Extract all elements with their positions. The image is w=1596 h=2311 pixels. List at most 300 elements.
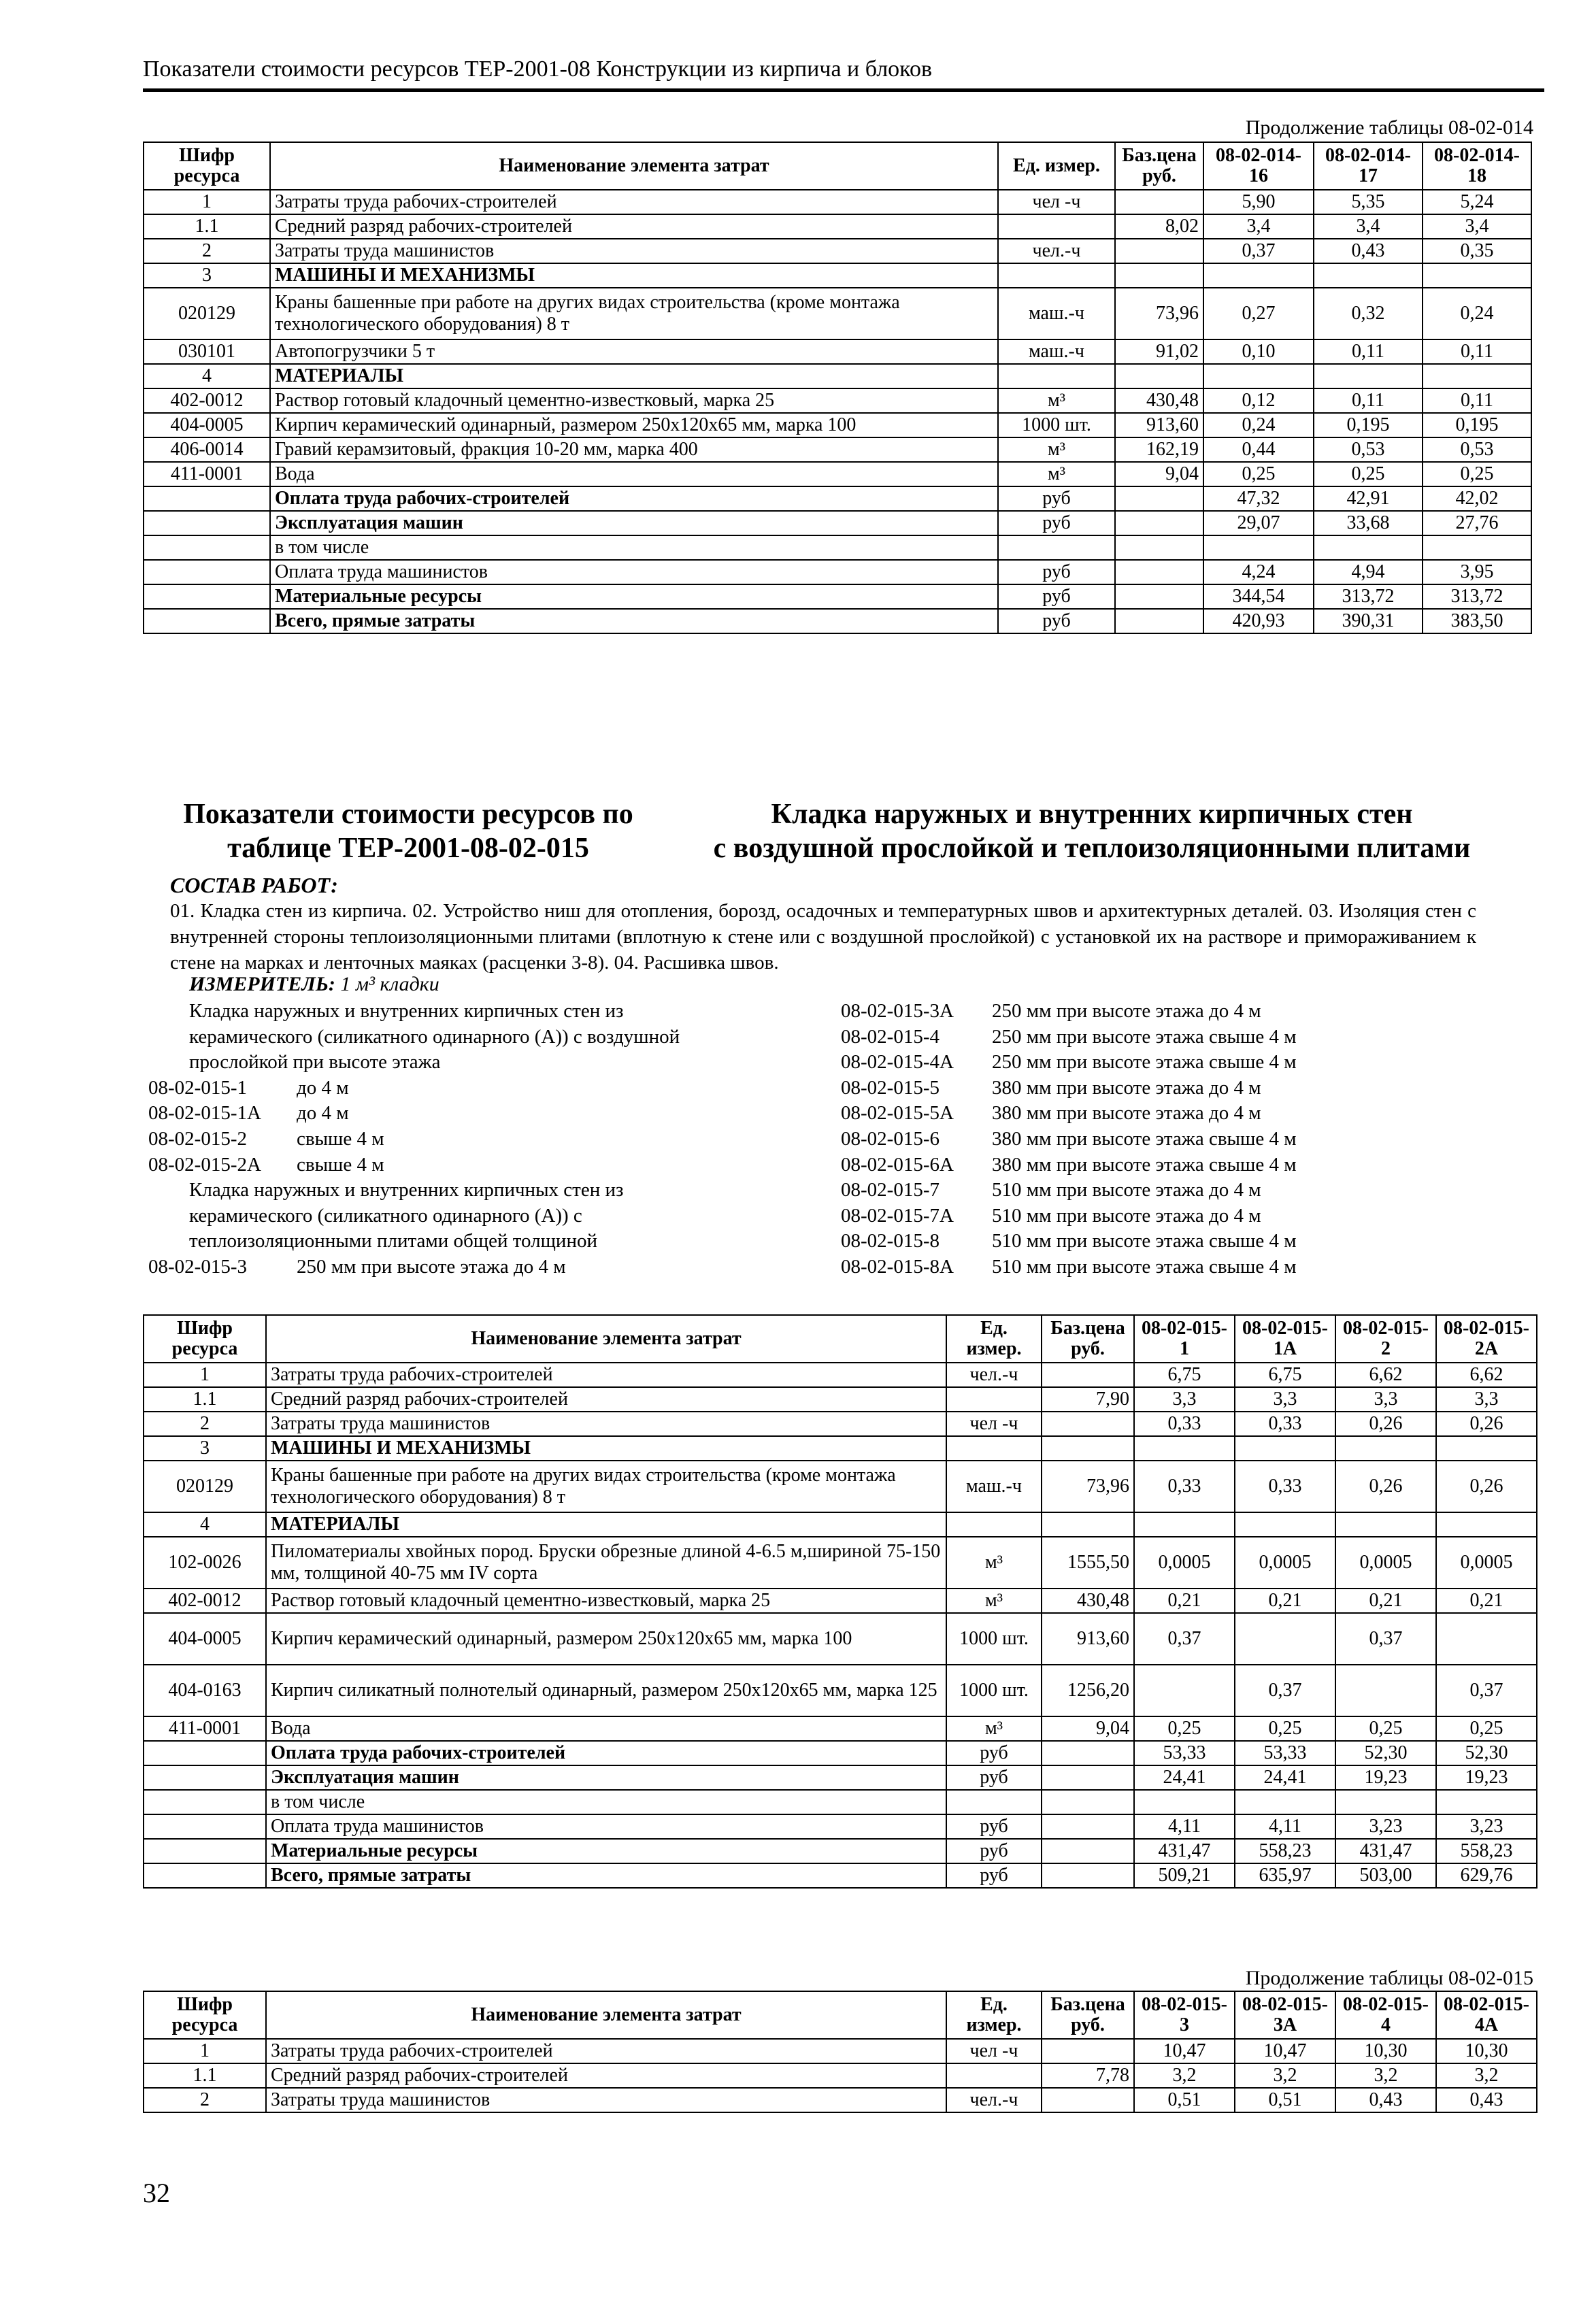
unit-cell: 1000 шт. [946, 1665, 1042, 1716]
resource-code-cell: 1.1 [144, 214, 270, 239]
cost-element-cell: Раствор готовый кладочный цементно-известковый, марка 25 [270, 388, 998, 413]
cost-element-cell: Средний разряд рабочих-строителей [266, 2063, 946, 2088]
rate-value-cell: 390,31 [1314, 609, 1423, 633]
resource-code-cell: 404-0163 [144, 1665, 266, 1716]
resource-code-cell [144, 584, 270, 609]
cost-element-cell: Раствор готовый кладочный цементно-известковый, марка 25 [266, 1589, 946, 1613]
rate-value-cell: 0,43 [1314, 239, 1423, 263]
rate-value-cell: 0,37 [1203, 239, 1314, 263]
rate-value-cell: 3,3 [1134, 1387, 1235, 1412]
rate-value-cell: 3,95 [1423, 560, 1531, 584]
rate-code-row [841, 1025, 1521, 1050]
table-row [144, 1665, 1537, 1716]
rate-code-desc: до 4 м [297, 1076, 349, 1099]
rate-value-cell: 0,51 [1235, 2088, 1335, 2112]
resource-code-cell [144, 1765, 266, 1790]
resource-code-cell [144, 1839, 266, 1863]
table-row [144, 2063, 1537, 2088]
unit-cell: м³ [946, 1537, 1042, 1589]
rate-value-cell: 0,11 [1314, 339, 1423, 364]
resource-code-cell: 402-0012 [144, 388, 270, 413]
rate-value-cell [1314, 535, 1423, 560]
rate-value-cell: 0,26 [1335, 1412, 1436, 1436]
resource-code-cell: 1 [144, 190, 270, 214]
table-row [144, 511, 1531, 535]
rate-value-cell: 24,41 [1134, 1765, 1235, 1790]
rate-code-desc: 510 мм при высоте этажа свыше 4 м [992, 1255, 1297, 1278]
rate-value-cell: 0,25 [1423, 462, 1531, 486]
resource-code-cell: 2 [144, 1412, 266, 1436]
base-price-cell [1115, 190, 1203, 214]
resource-code-cell [144, 511, 270, 535]
rate-value-cell: 0,32 [1314, 288, 1423, 339]
base-price-cell [1042, 1814, 1134, 1839]
rate-value-cell: 3,3 [1235, 1387, 1335, 1412]
rate-value-cell: 0,10 [1203, 339, 1314, 364]
resource-code-cell [144, 1863, 266, 1888]
rate-value-cell: 0,195 [1423, 413, 1531, 437]
unit-cell: маш.-ч [998, 339, 1115, 364]
rate-value-cell: 0,21 [1235, 1589, 1335, 1613]
base-price-cell: 1555,50 [1042, 1537, 1134, 1589]
section-title-right-line1: Кладка наружных и внутренних кирпичных стен [771, 799, 1413, 830]
cost-element-cell: Затраты труда машинистов [266, 1412, 946, 1436]
unit-cell: чел.-ч [946, 2088, 1042, 2112]
rate-code-row [841, 1076, 1521, 1101]
unit-cell: руб [998, 511, 1115, 535]
resource-code-cell: 4 [144, 1512, 266, 1537]
measure-unit [189, 973, 439, 996]
column-header: 08-02-015-3 [1134, 1991, 1235, 2039]
rate-value-cell: 0,44 [1203, 437, 1314, 462]
column-header: Баз.цена руб. [1115, 142, 1203, 190]
rate-value-cell: 558,23 [1235, 1839, 1335, 1863]
table-row [144, 560, 1531, 584]
table-row [144, 263, 1531, 288]
table-row [144, 339, 1531, 364]
base-price-cell [1042, 1512, 1134, 1537]
cost-element-cell: в том числе [266, 1790, 946, 1814]
rate-value-cell: 0,37 [1335, 1613, 1436, 1665]
unit-cell: руб [998, 609, 1115, 633]
rate-value-cell [1134, 1665, 1235, 1716]
unit-cell: м³ [998, 437, 1115, 462]
column-header: 08-02-015-1А [1235, 1315, 1335, 1363]
table-row [144, 1613, 1537, 1665]
rate-value-cell: 0,25 [1235, 1716, 1335, 1741]
base-price-cell: 1256,20 [1042, 1665, 1134, 1716]
table-row [144, 190, 1531, 214]
resource-code-cell: 4 [144, 364, 270, 388]
table-row [144, 1363, 1537, 1387]
rate-value-cell: 3,3 [1335, 1387, 1436, 1412]
rate-value-cell: 52,30 [1436, 1741, 1537, 1765]
rate-code: 08-02-015-5А [841, 1102, 954, 1125]
column-header: Ед. измер. [998, 142, 1115, 190]
rate-code: 08-02-015-4А [841, 1051, 954, 1074]
column-header: Шифр ресурса [144, 142, 270, 190]
resource-code-cell [144, 1814, 266, 1839]
rate-code-desc: свыше 4 м [297, 1153, 384, 1176]
rate-value-cell: 0,0005 [1335, 1537, 1436, 1589]
column-header: 08-02-014-18 [1423, 142, 1531, 190]
cost-table-08-02-015-part2 [143, 1991, 1537, 2113]
cost-element-cell: Затраты труда рабочих-строителей [270, 190, 998, 214]
rate-value-cell: 0,25 [1436, 1716, 1537, 1741]
rate-code-row [841, 1254, 1521, 1280]
resource-code-cell: 3 [144, 1436, 266, 1461]
base-price-cell [1042, 1436, 1134, 1461]
rate-value-cell [1436, 1613, 1537, 1665]
rate-value-cell: 3,2 [1335, 2063, 1436, 2088]
base-price-cell [1115, 263, 1203, 288]
rate-code: 08-02-015-1 [148, 1076, 247, 1099]
cost-element-cell: Кирпич силикатный полнотелый одинарный, размером 250х120х65 мм, марка 125 [266, 1665, 946, 1716]
base-price-cell [1042, 2039, 1134, 2063]
table-header-row [144, 1991, 1537, 2039]
cost-element-cell: Оплата труда машинистов [266, 1814, 946, 1839]
base-price-cell [1115, 609, 1203, 633]
rate-value-cell: 4,94 [1314, 560, 1423, 584]
rate-value-cell [1436, 1512, 1537, 1537]
unit-cell: руб [946, 1741, 1042, 1765]
base-price-cell: 430,48 [1042, 1589, 1134, 1613]
table-row [144, 1863, 1537, 1888]
table-row [144, 364, 1531, 388]
rate-code-desc: 510 мм при высоте этажа до 4 м [992, 1179, 1261, 1201]
rate-value-cell: 3,3 [1436, 1387, 1537, 1412]
unit-cell [946, 1790, 1042, 1814]
resource-code-cell: 402-0012 [144, 1589, 266, 1613]
rate-value-cell: 0,11 [1423, 388, 1531, 413]
rate-value-cell: 0,25 [1203, 462, 1314, 486]
unit-cell [946, 1512, 1042, 1537]
rate-value-cell [1423, 535, 1531, 560]
resource-code-cell [144, 609, 270, 633]
table-row [144, 1387, 1537, 1412]
base-price-cell [1042, 1412, 1134, 1436]
rate-value-cell: 0,11 [1314, 388, 1423, 413]
cost-element-cell: Пиломатериалы хвойных пород. Бруски обрезные длиной 4-6.5 м,шириной 75-150 мм, толщиной 40-75 мм IV сорта [266, 1537, 946, 1589]
base-price-cell [1115, 535, 1203, 560]
rate-code-row [148, 1101, 761, 1127]
rate-value-cell: 10,47 [1134, 2039, 1235, 2063]
column-header: 08-02-015-1 [1134, 1315, 1235, 1363]
rate-code-row [841, 1127, 1521, 1152]
table1-caption: Продолжение таблицы 08-02-014 [1245, 116, 1533, 139]
unit-cell: руб [998, 584, 1115, 609]
table-row [144, 535, 1531, 560]
unit-cell: чел -ч [998, 190, 1115, 214]
base-price-cell [1042, 1839, 1134, 1863]
column-header: Шифр ресурса [144, 1315, 266, 1363]
unit-cell: руб [946, 1765, 1042, 1790]
rate-value-cell: 0,33 [1134, 1412, 1235, 1436]
cost-element-cell: Материальные ресурсы [270, 584, 998, 609]
table-header-row [144, 1315, 1537, 1363]
rate-value-cell [1134, 1790, 1235, 1814]
rate-group-description: Кладка наружных и внутренних кирпичных стен из керамического (силикатного одинарного (А)) с теплоизоляционными плитами общей толщиной [189, 1179, 624, 1252]
rate-value-cell: 6,75 [1134, 1363, 1235, 1387]
rate-code-desc: 250 мм при высоте этажа до 4 м [297, 1255, 566, 1278]
rate-value-cell [1235, 1613, 1335, 1665]
unit-cell [946, 1436, 1042, 1461]
rate-value-cell: 0,11 [1423, 339, 1531, 364]
rate-code-desc: 510 мм при высоте этажа свыше 4 м [992, 1230, 1297, 1252]
base-price-cell: 162,19 [1115, 437, 1203, 462]
rate-value-cell: 3,2 [1436, 2063, 1537, 2088]
column-header: Шифр ресурса [144, 1991, 266, 2039]
rate-value-cell: 0,25 [1134, 1716, 1235, 1741]
rate-value-cell [1335, 1512, 1436, 1537]
rate-code: 08-02-015-8А [841, 1255, 954, 1278]
rate-value-cell: 0,0005 [1134, 1537, 1235, 1589]
rate-value-cell: 6,62 [1436, 1363, 1537, 1387]
rate-value-cell: 0,25 [1314, 462, 1423, 486]
unit-cell [998, 214, 1115, 239]
rate-value-cell: 53,33 [1235, 1741, 1335, 1765]
table-row [144, 1412, 1537, 1436]
section-title-right [708, 797, 1476, 865]
table-row [144, 584, 1531, 609]
base-price-cell [1042, 1765, 1134, 1790]
resource-code-cell [144, 535, 270, 560]
rate-value-cell: 0,195 [1314, 413, 1423, 437]
rate-value-cell [1203, 263, 1314, 288]
rate-value-cell: 3,23 [1436, 1814, 1537, 1839]
rate-value-cell [1235, 1790, 1335, 1814]
table-row [144, 437, 1531, 462]
table-row [144, 1765, 1537, 1790]
rate-value-cell [1314, 364, 1423, 388]
unit-cell [946, 2063, 1042, 2088]
column-header: 08-02-015-3А [1235, 1991, 1335, 2039]
section-title-left-line1: Показатели стоимости ресурсов по [183, 799, 633, 830]
rate-value-cell: 52,30 [1335, 1741, 1436, 1765]
rate-value-cell [1423, 364, 1531, 388]
base-price-cell [1115, 239, 1203, 263]
unit-cell [998, 263, 1115, 288]
rate-code: 08-02-015-6А [841, 1153, 954, 1176]
rate-value-cell: 6,62 [1335, 1363, 1436, 1387]
rate-value-cell: 629,76 [1436, 1863, 1537, 1888]
rate-value-cell: 0,33 [1235, 1412, 1335, 1436]
resource-code-cell: 1 [144, 1363, 266, 1387]
unit-cell: руб [946, 1839, 1042, 1863]
rate-value-cell [1235, 1436, 1335, 1461]
table-row [144, 239, 1531, 263]
rate-code-row [841, 1050, 1521, 1076]
rate-code: 08-02-015-2 [148, 1127, 247, 1150]
resource-code-cell: 1 [144, 2039, 266, 2063]
section-title-left [156, 797, 660, 865]
cost-element-cell: Краны башенные при работе на других видах строительства (кроме монтажа технологического оборудования) 8 т [266, 1461, 946, 1512]
rate-value-cell: 420,93 [1203, 609, 1314, 633]
rate-value-cell: 503,00 [1335, 1863, 1436, 1888]
rate-value-cell: 3,2 [1134, 2063, 1235, 2088]
rate-code-desc: свыше 4 м [297, 1127, 384, 1150]
cost-element-cell: МАТЕРИАЛЫ [266, 1512, 946, 1537]
unit-cell: м³ [998, 462, 1115, 486]
table3-caption: Продолжение таблицы 08-02-015 [1245, 1967, 1533, 1989]
rate-value-cell: 3,23 [1335, 1814, 1436, 1839]
resource-code-cell: 030101 [144, 339, 270, 364]
table-row [144, 214, 1531, 239]
rate-value-cell: 0,24 [1423, 288, 1531, 339]
rate-value-cell [1436, 1436, 1537, 1461]
column-header: 08-02-015-2А [1436, 1315, 1537, 1363]
rate-value-cell: 29,07 [1203, 511, 1314, 535]
rate-value-cell: 0,26 [1335, 1461, 1436, 1512]
rate-value-cell: 431,47 [1335, 1839, 1436, 1863]
column-header: 08-02-015-4 [1335, 1991, 1436, 2039]
rate-code-desc: 510 мм при высоте этажа до 4 м [992, 1204, 1261, 1227]
base-price-cell: 91,02 [1115, 339, 1203, 364]
rate-value-cell: 42,02 [1423, 486, 1531, 511]
rate-value-cell: 0,35 [1423, 239, 1531, 263]
column-header: 08-02-015-4А [1436, 1991, 1537, 2039]
cost-element-cell: Средний разряд рабочих-строителей [266, 1387, 946, 1412]
page-number: 32 [143, 2178, 170, 2208]
rate-value-cell: 313,72 [1423, 584, 1531, 609]
rate-value-cell: 0,21 [1335, 1589, 1436, 1613]
rate-value-cell [1335, 1436, 1436, 1461]
unit-cell: руб [946, 1863, 1042, 1888]
rate-value-cell: 19,23 [1335, 1765, 1436, 1790]
unit-cell [998, 535, 1115, 560]
base-price-cell: 430,48 [1115, 388, 1203, 413]
unit-cell: чел.-ч [946, 1363, 1042, 1387]
resource-code-cell [144, 1790, 266, 1814]
rate-value-cell: 0,27 [1203, 288, 1314, 339]
rate-code-desc: до 4 м [297, 1102, 349, 1125]
rate-value-cell: 509,21 [1134, 1863, 1235, 1888]
rate-value-cell: 0,0005 [1235, 1537, 1335, 1589]
resource-code-cell: 102-0026 [144, 1537, 266, 1589]
resource-code-cell: 2 [144, 239, 270, 263]
cost-table-08-02-014 [143, 142, 1532, 634]
rate-value-cell [1134, 1436, 1235, 1461]
rate-value-cell: 4,24 [1203, 560, 1314, 584]
resource-code-cell: 1.1 [144, 2063, 266, 2088]
unit-cell: руб [946, 1814, 1042, 1839]
rate-value-cell [1235, 1512, 1335, 1537]
rate-value-cell: 5,24 [1423, 190, 1531, 214]
unit-cell: чел -ч [946, 2039, 1042, 2063]
rate-code: 08-02-015-3 [148, 1255, 247, 1278]
rate-code-row [841, 999, 1521, 1025]
table-row [144, 2039, 1537, 2063]
rate-value-cell: 313,72 [1314, 584, 1423, 609]
rate-value-cell: 0,25 [1335, 1716, 1436, 1741]
cost-element-cell: Вода [270, 462, 998, 486]
unit-cell: м³ [946, 1716, 1042, 1741]
rate-value-cell: 5,90 [1203, 190, 1314, 214]
rate-value-cell: 431,47 [1134, 1839, 1235, 1863]
cost-element-cell: МАШИНЫ И МЕХАНИЗМЫ [270, 263, 998, 288]
unit-cell: маш.-ч [998, 288, 1115, 339]
rate-code-row [841, 1203, 1521, 1229]
table-row [144, 486, 1531, 511]
base-price-cell: 9,04 [1042, 1716, 1134, 1741]
rate-value-cell: 0,53 [1423, 437, 1531, 462]
column-header: Наименование элемента затрат [266, 1315, 946, 1363]
rate-code: 08-02-015-7 [841, 1179, 940, 1201]
rate-code-desc: 250 мм при высоте этажа свыше 4 м [992, 1025, 1297, 1048]
rate-value-cell [1335, 1665, 1436, 1716]
rate-value-cell: 10,30 [1335, 2039, 1436, 2063]
table-row [144, 1790, 1537, 1814]
column-header: 08-02-015-2 [1335, 1315, 1436, 1363]
rate-code-desc: 380 мм при высоте этажа до 4 м [992, 1102, 1261, 1125]
cost-element-cell: Всего, прямые затраты [270, 609, 998, 633]
rate-value-cell: 6,75 [1235, 1363, 1335, 1387]
base-price-cell: 73,96 [1115, 288, 1203, 339]
base-price-cell [1115, 511, 1203, 535]
resource-code-cell [144, 560, 270, 584]
unit-cell: м³ [998, 388, 1115, 413]
base-price-cell: 8,02 [1115, 214, 1203, 239]
rate-code: 08-02-015-3А [841, 1000, 954, 1022]
cost-element-cell: Автопогрузчики 5 т [270, 339, 998, 364]
cost-element-cell: Затраты труда машинистов [266, 2088, 946, 2112]
base-price-cell: 9,04 [1115, 462, 1203, 486]
rate-value-cell: 0,33 [1134, 1461, 1235, 1512]
rate-value-cell: 0,37 [1134, 1613, 1235, 1665]
rate-value-cell: 3,2 [1235, 2063, 1335, 2088]
rate-value-cell: 0,53 [1314, 437, 1423, 462]
rate-value-cell: 344,54 [1203, 584, 1314, 609]
base-price-cell [1115, 584, 1203, 609]
rate-code: 08-02-015-5 [841, 1076, 940, 1099]
cost-element-cell: Кирпич керамический одинарный, размером 250х120х65 мм, марка 100 [266, 1613, 946, 1665]
table-row [144, 288, 1531, 339]
base-price-cell: 7,90 [1042, 1387, 1134, 1412]
table-row [144, 1512, 1537, 1537]
rate-code-desc: 380 мм при высоте этажа свыше 4 м [992, 1153, 1297, 1176]
table-row [144, 388, 1531, 413]
running-header: Показатели стоимости ресурсов ТЕР-2001-08 Конструкции из кирпича и блоков [143, 54, 1544, 92]
rate-value-cell [1314, 263, 1423, 288]
rate-value-cell: 42,91 [1314, 486, 1423, 511]
base-price-cell: 7,78 [1042, 2063, 1134, 2088]
rate-value-cell [1203, 364, 1314, 388]
column-header: 08-02-014-16 [1203, 142, 1314, 190]
rate-codes-left [148, 999, 761, 1280]
rate-code-row [148, 1127, 761, 1152]
rate-value-cell: 0,51 [1134, 2088, 1235, 2112]
table-row [144, 413, 1531, 437]
section-title-right-line2: с воздушной прослойкой и теплоизоляционными плитами [713, 833, 1471, 864]
unit-cell: 1000 шт. [946, 1613, 1042, 1665]
rate-code-desc: 380 мм при высоте этажа до 4 м [992, 1076, 1261, 1099]
rate-value-cell: 27,76 [1423, 511, 1531, 535]
base-price-cell: 913,60 [1042, 1613, 1134, 1665]
rate-value-cell: 19,23 [1436, 1765, 1537, 1790]
resource-code-cell: 404-0005 [144, 1613, 266, 1665]
cost-element-cell: Гравий керамзитовый, фракция 10-20 мм, марка 400 [270, 437, 998, 462]
cost-table-08-02-015-part1 [143, 1314, 1537, 1889]
column-header: Наименование элемента затрат [266, 1991, 946, 2039]
rate-code-row [148, 1254, 761, 1280]
rate-value-cell: 0,37 [1235, 1665, 1335, 1716]
cost-element-cell: Кирпич керамический одинарный, размером 250х120х65 мм, марка 100 [270, 413, 998, 437]
table-row [144, 1716, 1537, 1741]
cost-element-cell: Материальные ресурсы [266, 1839, 946, 1863]
rate-value-cell: 10,30 [1436, 2039, 1537, 2063]
rate-value-cell: 5,35 [1314, 190, 1423, 214]
table-header-row [144, 142, 1531, 190]
